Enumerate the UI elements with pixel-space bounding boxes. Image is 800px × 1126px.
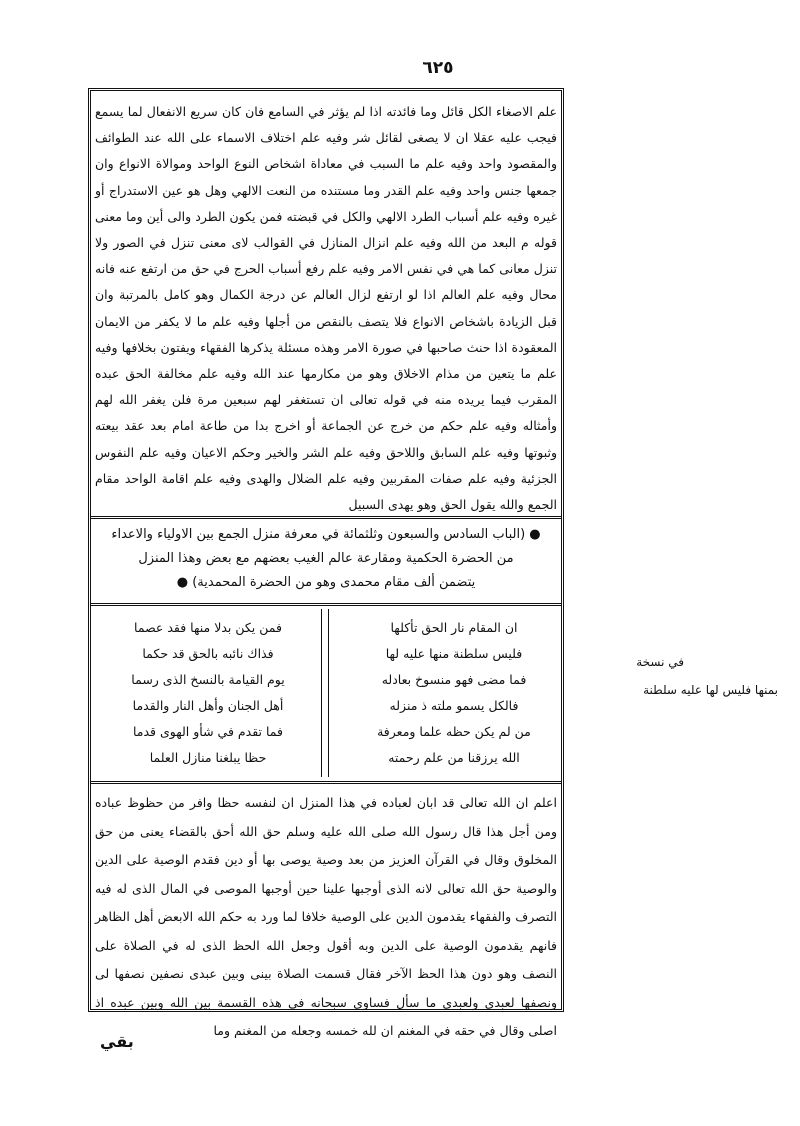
poem-verse: أهل الجنان وأهل النار والقدما <box>132 698 284 713</box>
divider-rule <box>91 603 561 606</box>
catchword: بقي <box>100 1032 134 1051</box>
poem-verse: الله يرزقنا من علم رحمته <box>388 750 520 765</box>
poem-verse: حظا يبلغنا منازل العلما <box>149 750 267 765</box>
margin-note-label: في نسخة <box>636 655 684 669</box>
page-number: ٦٢٥ <box>422 58 454 78</box>
bottom-paragraph <box>95 789 557 1038</box>
top-paragraph <box>95 99 557 519</box>
poem-verse: فالكل يسمو ملته ذ منزله <box>389 698 519 713</box>
poem-first-hemistichs <box>359 615 549 773</box>
poem-block <box>95 609 557 777</box>
chapter-heading-line: ● (الباب السادس والسبعون وثلثمائة في معرفة منزل الجمع بين الاولياء والاعداء <box>111 527 541 542</box>
margin-note-text: بمنها فليس لها عليه سلطنة <box>643 683 778 697</box>
poem-verse: فمن يكن بدلا منها فقد عصما <box>134 620 282 635</box>
poem-column-divider <box>321 609 329 777</box>
poem-verse: فليس سلطنة منها عليه لها <box>385 646 523 661</box>
chapter-heading-line: يتضمن ألف مقام محمدى وهو من الحضرة المحمدية) ● <box>176 575 476 590</box>
divider-rule <box>91 516 561 519</box>
chapter-heading-line: من الحضرة الحكمية ومقارعة عالم الغيب بعضهم مع بعض وهذا المنزل <box>138 551 514 566</box>
top-paragraph-text: علم الاصغاء الكل قائل وما فائدته اذا لم يؤثر في السامع فان كان سريع الانفعال لما يسمع فيجب عليه عقلا ان لا يصغى لقائل شر وفيه علم اختلاف الاسماء على الله عند الطوائف والمقصود واحد وفيه علم ما السبب في معاداة اشخاص النوع الواحد وموالاة الانواع وان جمعها جنس واحد وفيه علم القدر وما مستنده من النعت الالهي وهل هو عين الاستدراج أو غيره وفيه علم أسباب الطرد الالهي والكل في قبضته فمن يكون الطرد والى أين وما معنى قوله م البعد من الله وفيه علم انزال المنازل في القوالب لاى معنى تنزل في الصور ولا تنزل معانى كما هي في نفس الامر وفيه علم رفع أسباب الحرج في حق من ارتفع عنه فانه محال وفيه علم العالم اذا لو ارتفع لزال العالم عن درجة الكمال وهو كامل بالمرتبة وان قبل الزيادة باشخاص الانواع فلا يتصف بالنقص من أجلها وفيه علم ما لا يكفر من الايمان المعقودة اذا حنث صاحبها في صورة الامر وهذه مسئلة يذكرها الفقهاء ويفتون بخلافها وفيه علم ما يتعين من مذام الاخلاق وهو من مكارمها عند الله وفيه علم مخالفة الحق عبده المقرب فيما يريده منه في قوله تعالى ان تستغفر لهم سبعين مرة فلن يغفر الله لهم وأمثاله وفيه علم حكم من خرج عن الجماعة أو اخرج بدا من طاعة امام بعد عقد بيعته وثبوتها وفيه علم السابق واللاحق وفيه علم الشر والخير وحكم الاعيان وفيه علم النفوس الجزئية وفيه علم صفات المقربين وفيه علم الضلال والهدى وفيه علم اقامة الواحد مقام الجمع والله يقول الحق وهو يهدى السبيل <box>95 104 557 513</box>
poem-verse: يوم القيامة بالنسخ الذى رسما <box>131 672 285 687</box>
margin-note <box>568 648 778 704</box>
poem-verse: فما مضى فهو منسوخ بعادله <box>381 672 527 687</box>
poem-verse: فذاك نائبه بالحق قد حكما <box>142 646 274 661</box>
poem-verse: فما تقدم في شأو الهوى قدما <box>132 724 284 739</box>
divider-rule <box>91 781 561 784</box>
poem-verse: من لم يكن حظه علما ومعرفة <box>377 724 531 739</box>
poem-second-hemistichs <box>113 615 303 773</box>
bottom-paragraph-text: اعلم ان الله تعالى قد ابان لعباده في هذا المنزل ان لنفسه حظا وافر من حظوظ عباده ومن أجل هذا قال رسول الله صلى الله عليه وسلم حق الله أحق بالقضاء يعنى من حق المخلوق وقال في القرآن العزيز من بعد وصية يوصى بها أو دين فقدم الوصية على الدين والوصية حق الله تعالى لانه الذى أوجبها علينا حين أوجبها الموصى في المال الذى له فيه التصرف والفقهاء يقدمون الدين على الوصية خلافا لما ورد به حكم الله الابعض أهل الظاهر فانهم يقدمون الوصية على الدين وبه أقول وجعل الله الحظ الذى له في الصلاة على النصف وهو دون هذا الحظ الآخر فقال قسمت الصلاة بينى وبين عبدى نصفين نصفها لى ونصفها لعبدى ولعبدى ما سأل فساوى سبحانه في هذه القسمة بين الله وبين عبده اذ اصلى وقال في حقه في المغنم ان لله خمسه وجعله من المغنم وما <box>95 795 557 1038</box>
poem-verse: ان المقام نار الحق تأكلها <box>390 620 518 635</box>
chapter-heading <box>95 523 557 599</box>
text-frame <box>88 88 564 1038</box>
